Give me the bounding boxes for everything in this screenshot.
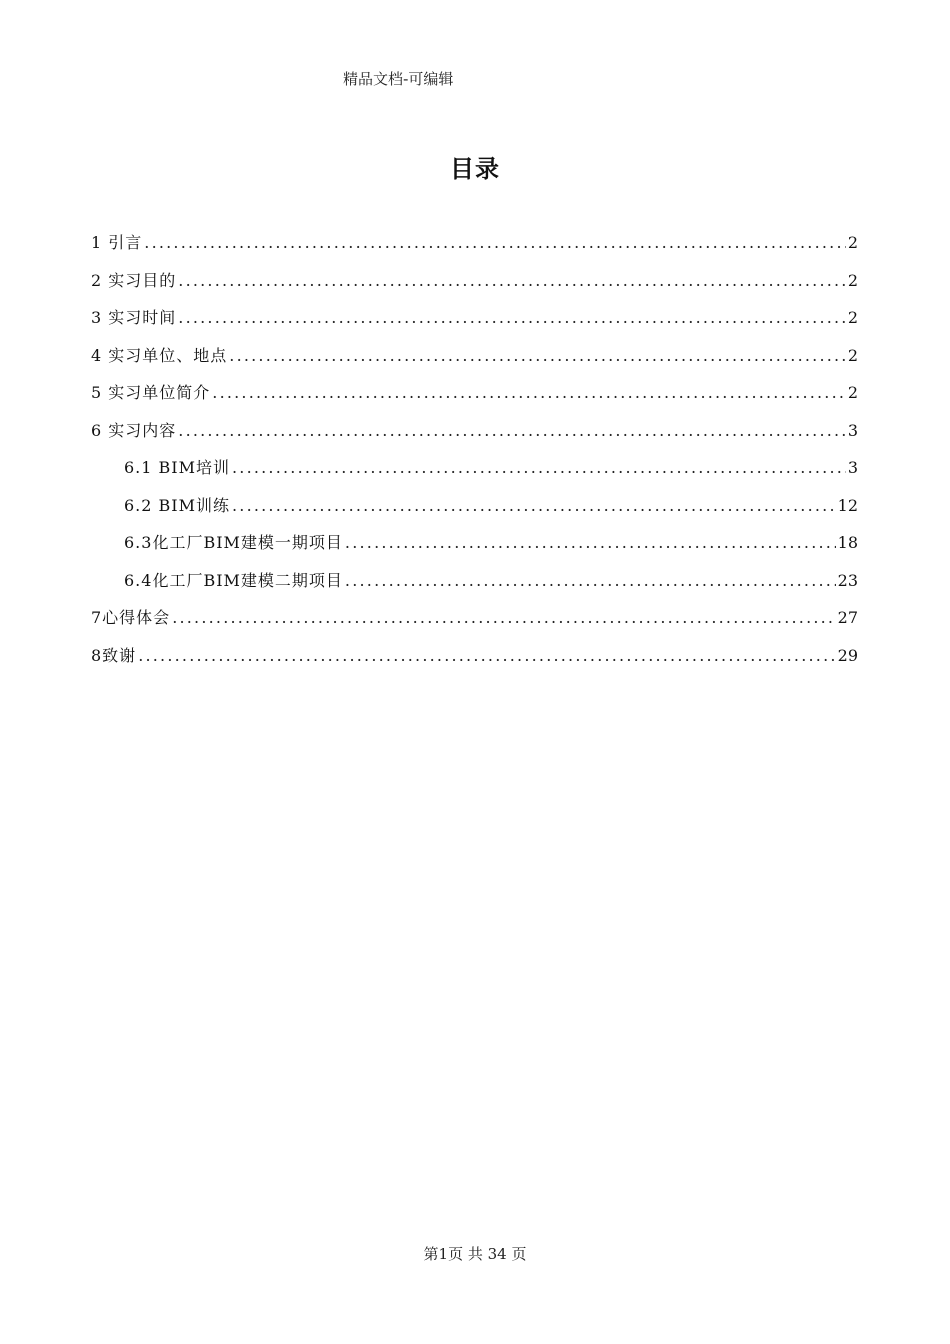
toc-subentry[interactable] [91,569,858,607]
toc-entry[interactable] [91,344,858,382]
toc-entry-page: 18 [837,533,858,552]
toc-entry[interactable] [91,269,858,307]
toc-entry-page: 2 [847,270,858,290]
toc-entry[interactable] [91,306,858,344]
toc-dot-leader [232,494,836,518]
toc-entry-label: 3 实习时间 [91,308,177,327]
toc-dot-leader [178,306,846,330]
toc-entry-page: 27 [837,608,858,627]
toc-subentry[interactable] [91,531,858,569]
toc-entry-label: 5 实习单位简介 [91,383,211,402]
header-note: 精品文档-可编辑 [343,70,454,88]
page-footer: 第1页 共 34 页 [423,1245,527,1263]
toc-entry[interactable] [91,419,858,457]
toc-entry-page: 12 [837,495,858,515]
toc-entry[interactable] [91,606,858,644]
toc-entry-page: 2 [847,233,858,252]
toc-entry-label: 4 实习单位、地点 [91,345,228,365]
toc-entry-label: 6.1 BIM培训 [124,458,230,477]
toc-entry-label: 2 实习目的 [91,270,177,290]
toc-entry[interactable] [91,231,858,269]
toc-dot-leader [345,569,836,593]
toc-dot-leader [345,531,836,555]
toc-dot-leader [172,606,835,630]
toc-subentry[interactable] [91,456,858,494]
toc-entry-label: 6.2 BIM训练 [124,495,230,515]
toc-subentry[interactable] [91,494,858,532]
toc-entry-label: 7心得体会 [91,608,171,627]
toc-entry-label: 6.4化工厂BIM建模二期项目 [124,570,343,590]
toc-entry[interactable] [91,381,858,419]
toc-dot-leader [229,344,846,368]
toc-dot-leader [232,456,846,480]
toc-entry-label: 8致谢 [91,645,137,665]
toc-entry-page: 23 [837,570,858,590]
page-title: 目录 [450,155,500,183]
toc-entry-page: 29 [837,645,858,665]
toc-entry[interactable] [91,644,858,682]
table-of-contents [91,231,858,681]
toc-dot-leader [144,231,846,255]
toc-entry-label: 6.3化工厂BIM建模一期项目 [124,533,343,552]
toc-dot-leader [138,644,835,668]
toc-dot-leader [212,381,846,405]
toc-entry-label: 1 引言 [91,233,143,252]
toc-entry-page: 3 [847,458,858,477]
toc-entry-label: 6 实习内容 [91,420,177,440]
toc-entry-page: 2 [847,345,858,365]
toc-dot-leader [178,419,846,443]
toc-entry-page: 2 [847,383,858,402]
toc-dot-leader [178,269,846,293]
toc-entry-page: 3 [847,420,858,440]
toc-entry-page: 2 [847,308,858,327]
